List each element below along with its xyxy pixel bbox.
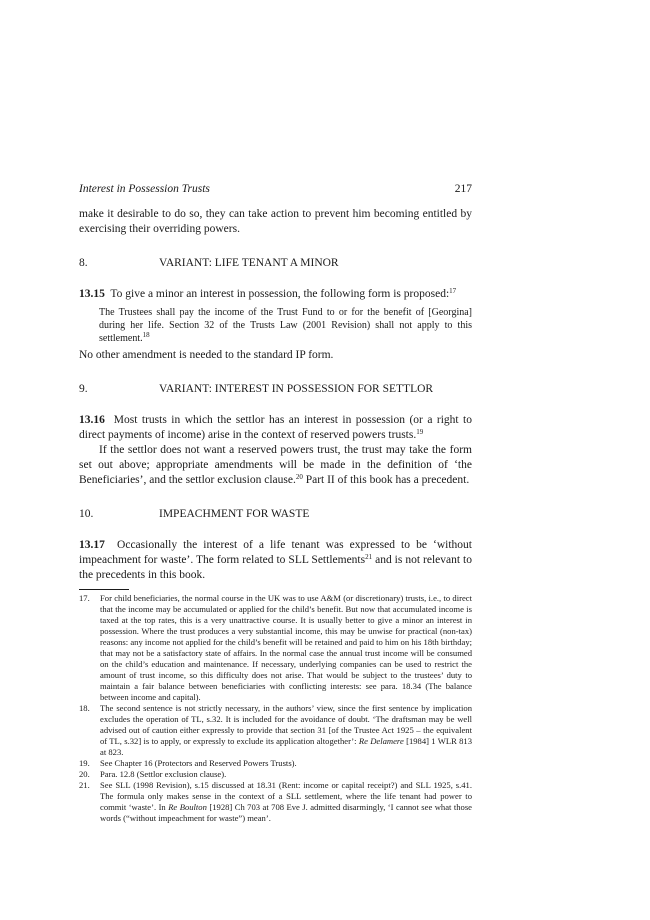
section-number: 8. xyxy=(79,257,88,269)
page-number: 217 xyxy=(454,183,472,195)
paragraph-tail: Part II of this book has a precedent. xyxy=(305,474,470,486)
footnote-19 xyxy=(79,758,472,769)
footnote-21 xyxy=(79,780,472,824)
section-heading-8 xyxy=(79,256,472,271)
section-title: VARIANT: INTEREST IN POSSESSION FOR SETTLOR xyxy=(159,383,434,395)
footnote-text: Para. 12.8 (Settlor exclusion clause). xyxy=(100,769,227,779)
footnote-text: The second sentence is not strictly necessary, in the authors’ view, since the first sentence by implication excludes the operation of TL, s.32. It is included for the avoidance of doubt. ‘The draftsman may be well advised out of caution either expressly to provide that section 31 [of the Trustee Act 1925 – the equivalent of TL, s.32] is to apply, or expressly to exclude its application altogether’: xyxy=(100,703,472,746)
paragraph-text: Most trusts in which the settlor has an interest in possession (or a right to direct payments of income) arise in the context of reserved powers trusts. xyxy=(79,414,473,441)
footnote-text: See Chapter 16 (Protectors and Reserved Powers Trusts). xyxy=(100,758,297,768)
footnote-ref: 17 xyxy=(449,287,457,295)
footnote-17 xyxy=(79,593,472,703)
block-quote xyxy=(99,306,472,345)
quote-text: The Trustees shall pay the income of the Trust Fund to or for the benefit of [Georgina] during her life. Section 32 of the Trusts Law (2001 Revision) shall not apply to this settlement. xyxy=(99,307,472,344)
paragraph-13-15 xyxy=(79,287,472,302)
paragraph-number: 13.17 xyxy=(79,539,105,551)
running-title: Interest in Possession Trusts xyxy=(79,183,210,195)
running-header xyxy=(79,182,472,196)
paragraph-number: 13.15 xyxy=(79,288,105,300)
footnote-18 xyxy=(79,703,472,758)
footnote-text: See SLL (1998 Revision), s.15 discussed at 18.31 (Rent: income or capital receipt?) and SLL 1925, s.41. The formula only makes sense in the context of a SLL settlement, where the life tenant had power to commit ‘waste’. In xyxy=(100,780,472,812)
paragraph-text: To give a minor an interest in possession, the following form is proposed: xyxy=(110,288,450,300)
section-title: VARIANT: LIFE TENANT A MINOR xyxy=(159,257,339,269)
footnote-number: 19. xyxy=(79,758,90,768)
footnote-ref: 21 xyxy=(365,553,373,561)
footnote-ref: 18 xyxy=(142,331,150,339)
paragraph-text: Occasionally the interest of a life tenant was expressed to be ‘without impeachment for waste’. The form related to SLL Settlements xyxy=(79,539,472,566)
footnote-text: For child beneficiaries, the normal course in the UK was to use A&M (or discretionary) trusts, i.e., to direct that the income may be accumulated or applied for the child’s benefit. But now that accumulated income is taxed at the top rates, this is a very unattractive course. It is usually better to give a minor an interest in possession. Where the trust produces a very substantial income, this may be unwise for practical (non-tax) reasons: any income not applied for the child’s benefit will be retained and paid to him on his 18th birthday; that may not be a satisfactory state of affairs. In the normal case the annual trust income will be consumed on the child’s education and maintenance. If necessary, underlying companies can be used to restrict the amount of trust income, so this difficulty does not arise. That would be subject to the trustees’ duty to maintain a fair balance between beneficiaries with conflicting interests: see para. 18.34 (The balance between income and capital). xyxy=(100,593,472,702)
section-number: 10. xyxy=(79,508,94,520)
footnote-tail: [1984] 1 WLR 813 at 823. xyxy=(100,736,473,757)
footnote-body xyxy=(100,703,472,758)
footnote-divider xyxy=(79,589,129,590)
closing-paragraph: No other amendment is needed to the standard IP form. xyxy=(79,349,334,361)
section-number: 9. xyxy=(79,383,88,395)
footnote-20 xyxy=(79,769,472,780)
footnote-number: 17. xyxy=(79,593,90,603)
footnote-tail: [1928] Ch 703 at 708 Eve J. admitted disarmingly, ‘I cannot see what those words (“without impeachment for waste”) mean’. xyxy=(100,802,472,823)
paragraph-text: If the settlor does not want a reserved powers trust, the trust may take the form set out above; appropriate amendments will be made in the definition of ‘the Beneficiaries’, and the settlor exclusion clause. xyxy=(79,444,472,486)
paragraph-tail: and is not relevant to the precedents in this book. xyxy=(79,554,472,581)
section-heading-9 xyxy=(79,382,472,397)
paragraph-13-17 xyxy=(79,538,472,583)
footnote-number: 21. xyxy=(79,780,90,790)
section-title: IMPEACHMENT FOR WASTE xyxy=(159,508,310,520)
paragraph-number: 13.16 xyxy=(79,414,105,426)
case-name: Re Delamere xyxy=(358,736,404,746)
footnote-ref: 20 xyxy=(295,473,303,481)
book-page xyxy=(79,182,472,824)
section-heading-10 xyxy=(79,507,472,522)
case-name: Re Boulton xyxy=(168,802,207,812)
paragraph-13-16-continued xyxy=(79,443,472,488)
footnote-number: 20. xyxy=(79,769,90,779)
intro-paragraph: make it desirable to do so, they can take action to prevent him becoming entitled by exercising their overriding powers. xyxy=(79,208,472,235)
footnote-ref: 19 xyxy=(416,428,424,436)
footnote-number: 18. xyxy=(79,703,90,713)
footnote-body xyxy=(100,780,472,824)
footnotes xyxy=(79,593,472,824)
paragraph-13-16 xyxy=(79,413,472,443)
